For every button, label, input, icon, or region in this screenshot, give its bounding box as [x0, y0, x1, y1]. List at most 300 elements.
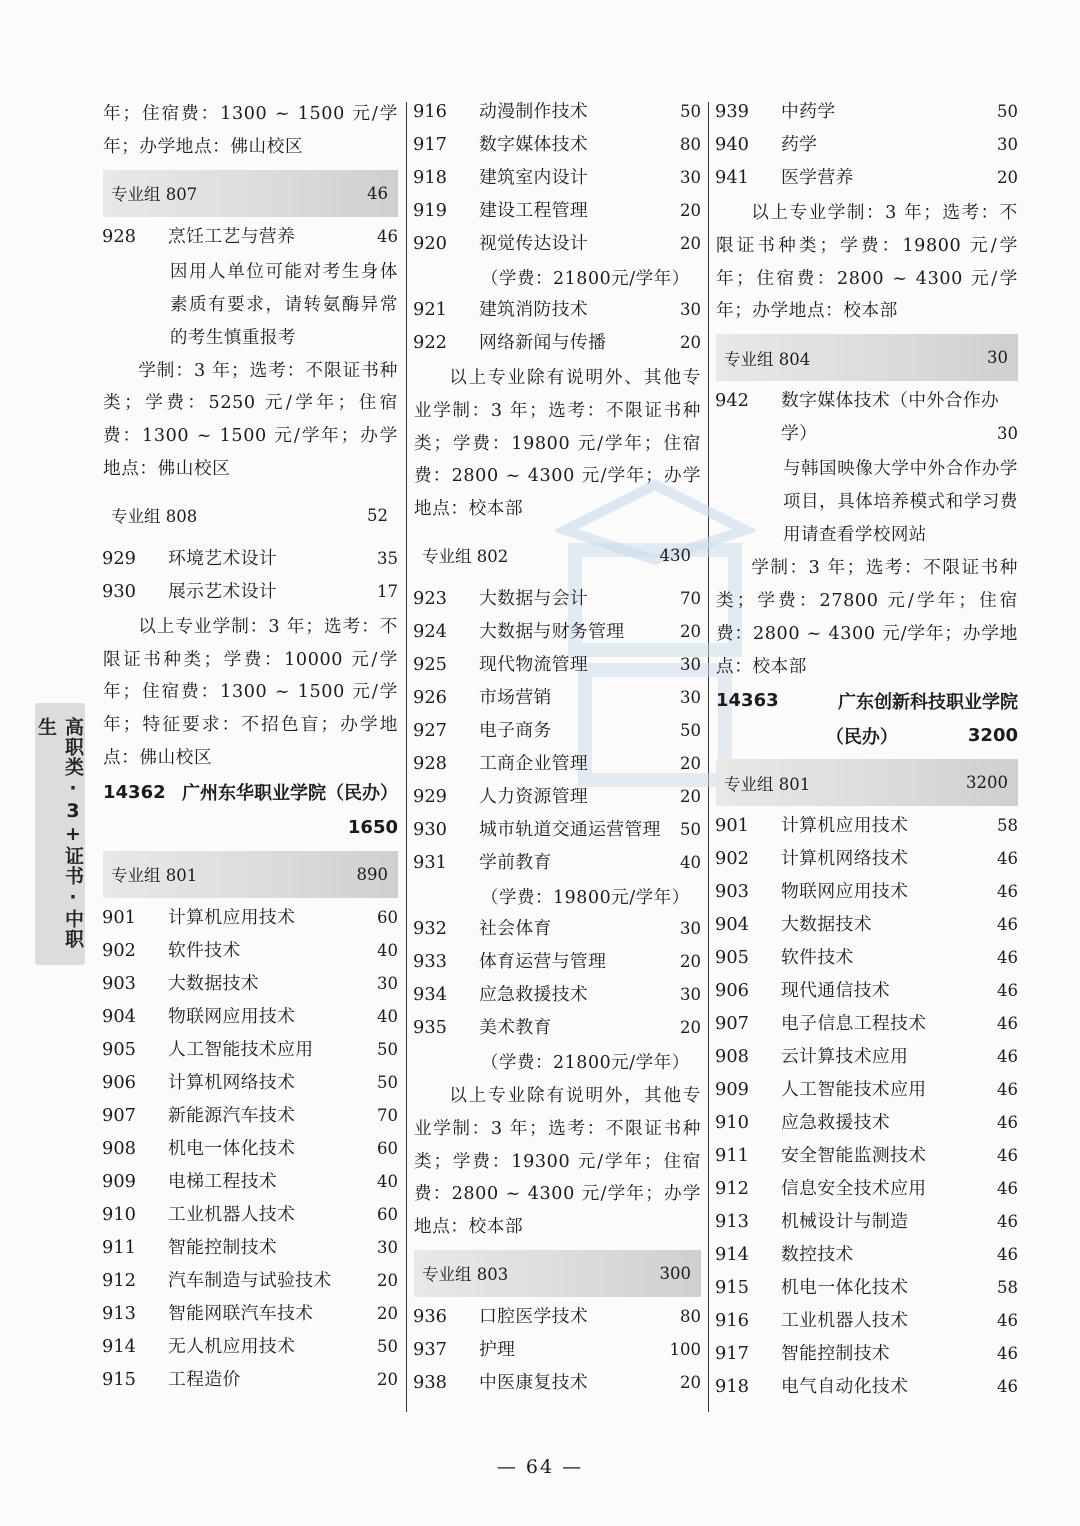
major-quota: 80	[680, 1306, 701, 1326]
major-row	[414, 1014, 701, 1047]
major-code: 909	[715, 1079, 749, 1101]
major-name: 医学营养	[781, 167, 854, 188]
major-name: 大数据技术	[781, 914, 872, 936]
major-quota: 60	[377, 1138, 398, 1158]
major-name: 软件技术	[781, 947, 854, 969]
major-name: 机电一体化技术	[168, 1137, 296, 1159]
major-name: 智能控制技术	[781, 1343, 891, 1365]
major-quota: 46	[997, 915, 1018, 935]
major-code: 927	[413, 719, 447, 741]
major-row	[414, 783, 701, 816]
major-quota: 30	[680, 918, 701, 938]
major-code: 901	[102, 906, 136, 928]
major-quota: 46	[997, 1113, 1018, 1133]
major-code: 905	[715, 947, 749, 969]
major-name: 物联网应用技术	[781, 881, 909, 903]
major-code: 936	[413, 1305, 447, 1327]
continued-text: 年；住宿费：1300 ~ 1500 元/学年；办学地点：佛山校区	[103, 104, 398, 157]
major-row	[103, 1003, 398, 1036]
column-divider	[708, 102, 709, 1412]
major-quota: 30	[377, 973, 398, 993]
major-quota: 46	[997, 1212, 1018, 1232]
major-quota: 46	[997, 1146, 1018, 1166]
major-name: 机械设计与制造	[781, 1211, 909, 1233]
major-name: 电梯工程技术	[168, 1170, 278, 1192]
major-quota: 60	[377, 907, 398, 927]
group-info-paragraph: 以上专业学制：3 年；选考：不限证书种类；学费：10000 元/学年；住宿费：1300 ~ 1500 元/学年；特征要求：不招色盲；办学地点：佛山校区	[103, 616, 398, 768]
school-total: 1650	[347, 816, 398, 838]
major-quota: 50	[377, 1072, 398, 1092]
major-quota: 46	[997, 1245, 1018, 1265]
major-quota: 30	[680, 984, 701, 1004]
major-code: 906	[715, 980, 749, 1002]
major-name: 大数据与财务管理	[479, 620, 625, 642]
major-row	[716, 387, 1018, 420]
major-quota: 50	[680, 720, 701, 740]
major-code: 910	[102, 1203, 136, 1225]
group-quota: 300	[659, 1263, 691, 1283]
major-name: 电子信息工程技术	[781, 1013, 927, 1035]
major-name: 学前教育	[479, 851, 552, 873]
school-name-suffix: （民办）	[825, 726, 898, 748]
major-quota: 20	[680, 201, 701, 220]
major-row	[716, 812, 1018, 845]
major-name: 工程造价	[168, 1368, 241, 1390]
major-code: 930	[413, 818, 447, 840]
side-section-label: 高职类·3+证书·中职生	[35, 717, 84, 949]
major-name: 大数据与会计	[479, 587, 589, 609]
group-label: 专业组 803	[422, 1265, 509, 1285]
major-row	[716, 164, 1018, 197]
major-row	[103, 1102, 398, 1135]
major-row	[103, 1333, 398, 1366]
major-note: 与韩国映像大学中外合作办学项目，具体培养模式和学习费用请查看学校网站	[783, 459, 1018, 546]
major-code: 922	[413, 332, 447, 353]
major-quota: 40	[377, 1171, 398, 1191]
major-code: 914	[102, 1335, 136, 1357]
group-label: 专业组 807	[111, 185, 198, 205]
major-quota: 50	[680, 819, 701, 839]
major-row	[103, 1201, 398, 1234]
major-row	[103, 970, 398, 1003]
major-quota: 46	[997, 1080, 1018, 1100]
school-code: 14362	[103, 781, 166, 803]
major-code: 932	[413, 917, 447, 939]
major-code: 918	[715, 1376, 749, 1398]
major-quota: 30	[997, 135, 1018, 154]
major-quota: 46	[997, 1179, 1018, 1199]
group-quota: 3200	[966, 773, 1008, 793]
group-label: 专业组 801	[724, 774, 811, 794]
major-row	[716, 878, 1018, 911]
major-name: 视觉传达设计	[479, 233, 589, 254]
major-row	[414, 750, 701, 783]
major-name: 大数据技术	[168, 972, 259, 994]
major-code: 919	[413, 200, 447, 221]
major-name: 无人机应用技术	[168, 1335, 296, 1357]
major-quota: 35	[377, 548, 398, 568]
major-row	[414, 98, 701, 131]
major-name: 环境艺术设计	[168, 547, 278, 569]
major-name: 计算机网络技术	[168, 1071, 296, 1093]
major-code: 934	[413, 983, 447, 1005]
major-code: 923	[413, 587, 447, 609]
major-code: 909	[102, 1170, 136, 1192]
major-row	[103, 937, 398, 970]
major-code: 904	[715, 914, 749, 936]
major-name: 汽车制造与试验技术	[168, 1269, 332, 1291]
page-number: — 64 —	[496, 1456, 584, 1478]
school-heading	[716, 683, 1018, 753]
major-quota: 50	[377, 1039, 398, 1059]
major-quota: 100	[669, 1339, 701, 1359]
column-1	[103, 98, 398, 1399]
major-row-continued	[716, 420, 1018, 453]
major-name: 体育运营与管理	[479, 950, 607, 972]
major-code: 941	[715, 167, 749, 188]
major-name: 网络新闻与传播	[479, 332, 607, 353]
major-code: 939	[715, 101, 749, 122]
major-row	[716, 1175, 1018, 1208]
major-code: 942	[715, 390, 749, 412]
major-quota: 20	[680, 1017, 701, 1037]
major-row	[103, 1300, 398, 1333]
major-code: 926	[413, 686, 447, 708]
major-row	[414, 164, 701, 197]
major-name: 软件技术	[168, 939, 241, 961]
major-row	[716, 1274, 1018, 1307]
major-name: 人力资源管理	[479, 785, 589, 807]
major-quota: 20	[680, 753, 701, 773]
major-row	[716, 1043, 1018, 1076]
major-name: 烹饪工艺与营养	[168, 225, 296, 247]
major-name: 建筑室内设计	[479, 167, 589, 188]
major-code: 912	[715, 1178, 749, 1200]
major-name: 应急救援技术	[479, 983, 589, 1005]
major-row	[103, 545, 398, 578]
major-code: 908	[102, 1137, 136, 1159]
major-name: 计算机应用技术	[781, 815, 909, 837]
major-code: 935	[413, 1016, 447, 1038]
major-name: 展示艺术设计	[168, 580, 278, 602]
group-quota: 430	[659, 545, 691, 565]
major-row	[414, 618, 701, 651]
major-quota: 46	[997, 1014, 1018, 1034]
major-quota: 30	[680, 654, 701, 674]
major-code: 905	[102, 1038, 136, 1060]
major-quota: 30	[377, 1237, 398, 1257]
major-name: 机电一体化技术	[781, 1277, 909, 1299]
group-header-801	[716, 759, 1018, 806]
major-name: 口腔医学技术	[479, 1305, 589, 1327]
major-code: 907	[102, 1104, 136, 1126]
major-name: 智能网联汽车技术	[168, 1302, 314, 1324]
major-quota: 50	[680, 102, 701, 121]
major-row	[716, 845, 1018, 878]
major-code: 916	[413, 101, 447, 122]
major-code: 904	[102, 1005, 136, 1027]
column-divider	[406, 102, 407, 1412]
major-row	[414, 849, 701, 882]
major-code: 913	[102, 1302, 136, 1324]
major-name: 物联网应用技术	[168, 1005, 296, 1027]
major-code: 929	[413, 785, 447, 807]
major-row	[716, 1109, 1018, 1142]
major-quota: 20	[377, 1270, 398, 1290]
major-name: 数控技术	[781, 1244, 854, 1266]
school-heading	[103, 775, 398, 845]
major-quota: 30	[997, 424, 1018, 444]
major-name: 计算机应用技术	[168, 906, 296, 928]
major-code: 916	[715, 1310, 749, 1332]
major-name: 智能控制技术	[168, 1236, 278, 1258]
major-code: 903	[102, 972, 136, 994]
column-3	[716, 98, 1018, 1406]
major-row	[103, 904, 398, 937]
major-name: 电气自动化技术	[781, 1376, 909, 1398]
major-quota: 40	[680, 852, 701, 872]
major-quota: 46	[997, 1047, 1018, 1067]
major-name: 市场营销	[479, 686, 552, 708]
major-row	[414, 684, 701, 717]
major-row	[414, 981, 701, 1014]
major-code: 911	[715, 1145, 749, 1167]
major-quota: 70	[377, 1105, 398, 1125]
major-name: 电子商务	[479, 719, 552, 741]
group-header-801	[103, 851, 398, 898]
major-code: 906	[102, 1071, 136, 1093]
major-quota: 30	[680, 168, 701, 187]
major-quota: 50	[377, 1336, 398, 1356]
major-code: 933	[413, 950, 447, 972]
major-name: 中药学	[781, 101, 836, 122]
group-label: 专业组 802	[422, 547, 509, 567]
major-row	[716, 1241, 1018, 1274]
major-quota: 20	[997, 168, 1018, 187]
major-quota: 46	[997, 981, 1018, 1001]
major-code: 902	[102, 939, 136, 961]
major-code: 911	[102, 1236, 136, 1258]
major-quota: 20	[680, 333, 701, 352]
major-quota: 60	[377, 1204, 398, 1224]
side-section-tab	[35, 703, 85, 965]
major-quota: 17	[377, 581, 398, 601]
major-name: 现代物流管理	[479, 653, 589, 675]
major-code: 928	[102, 225, 136, 247]
major-code: 920	[413, 233, 447, 254]
column-2	[414, 98, 701, 1402]
major-code: 940	[715, 134, 749, 155]
major-note: （学费：21800元/学年）	[481, 269, 690, 289]
major-code: 914	[715, 1244, 749, 1266]
group-info-paragraph: 以上专业学制：3 年；选考：不限证书种类；学费：19800 元/学年；住宿费：2800 ~ 4300 元/学年；办学地点：校本部	[716, 203, 1018, 322]
major-quota: 46	[997, 1377, 1018, 1397]
major-row	[414, 1369, 701, 1402]
major-name: 信息安全技术应用	[781, 1178, 927, 1200]
group-label: 专业组 804	[724, 349, 811, 369]
major-name: 建设工程管理	[479, 200, 589, 221]
school-code: 14363	[716, 690, 779, 712]
major-name: 现代通信技术	[781, 980, 891, 1002]
major-name: 数字媒体技术	[479, 134, 589, 155]
major-quota: 80	[680, 135, 701, 154]
group-quota: 890	[356, 864, 388, 884]
major-row	[414, 717, 701, 750]
group-quota: 46	[367, 183, 388, 203]
school-total: 3200	[967, 725, 1018, 747]
group-quota: 52	[367, 505, 388, 525]
major-row	[716, 944, 1018, 977]
major-name: 人工智能技术应用	[781, 1079, 927, 1101]
major-name: 动漫制作技术	[479, 101, 589, 122]
major-row	[414, 230, 701, 263]
major-code: 913	[715, 1211, 749, 1233]
major-name: 人工智能技术应用	[168, 1038, 314, 1060]
major-row	[716, 1340, 1018, 1373]
group-label: 专业组 801	[111, 866, 198, 886]
major-name: 建筑消防技术	[479, 299, 589, 320]
group-header-807	[103, 170, 398, 217]
major-code: 938	[413, 1371, 447, 1393]
school-name: 广东创新科技职业学院	[838, 691, 1018, 713]
major-row	[414, 651, 701, 684]
major-quota: 30	[680, 300, 701, 319]
major-name: 护理	[479, 1338, 516, 1360]
major-code: 903	[715, 881, 749, 903]
major-code: 912	[102, 1269, 136, 1291]
major-row	[414, 1303, 701, 1336]
major-code: 928	[413, 752, 447, 774]
major-row	[103, 1234, 398, 1267]
major-row	[103, 1135, 398, 1168]
major-row	[716, 911, 1018, 944]
group-info-paragraph: 学制：3 年；选考：不限证书种类；学费：5250 元/学年；住宿费：1300 ~ 1500 元/学年；办学地点：佛山校区	[103, 360, 398, 479]
group-quota: 30	[987, 348, 1008, 368]
major-row	[414, 197, 701, 230]
major-code: 915	[715, 1277, 749, 1299]
major-row	[103, 578, 398, 611]
major-name: 安全智能监测技术	[781, 1145, 927, 1167]
major-row	[716, 977, 1018, 1010]
major-code: 902	[715, 848, 749, 870]
major-quota: 58	[997, 816, 1018, 836]
major-quota: 58	[997, 1278, 1018, 1298]
major-row	[716, 1010, 1018, 1043]
major-note: （学费：21800元/学年）	[481, 1052, 690, 1073]
major-code: 915	[102, 1368, 136, 1390]
major-row	[414, 816, 701, 849]
school-name: 广州东华职业学院（民办）	[182, 783, 398, 805]
major-row	[414, 585, 701, 618]
major-quota: 46	[997, 1311, 1018, 1331]
major-quota: 20	[680, 951, 701, 971]
major-quota: 40	[377, 940, 398, 960]
major-quota: 20	[680, 621, 701, 641]
major-code: 901	[715, 815, 749, 837]
group-header-802	[414, 532, 701, 579]
major-quota: 20	[377, 1369, 398, 1389]
major-code: 917	[715, 1343, 749, 1365]
major-row	[716, 1208, 1018, 1241]
group-header-808	[103, 492, 398, 539]
major-name: 应急救援技术	[781, 1112, 891, 1134]
major-name: 工业机器人技术	[781, 1310, 909, 1332]
major-quota: 30	[680, 687, 701, 707]
major-name: 计算机网络技术	[781, 848, 909, 870]
major-row	[716, 1076, 1018, 1109]
major-name: 工业机器人技术	[168, 1203, 296, 1225]
major-code: 929	[102, 547, 136, 569]
major-row	[103, 1069, 398, 1102]
major-row	[103, 223, 398, 256]
major-name: 药学	[781, 134, 818, 155]
major-row	[103, 1267, 398, 1300]
major-row	[103, 1168, 398, 1201]
major-name: 美术教育	[479, 1016, 552, 1038]
major-row	[103, 1366, 398, 1399]
major-quota: 46	[997, 948, 1018, 968]
major-quota: 20	[680, 234, 701, 253]
major-row	[414, 329, 701, 362]
major-code: 907	[715, 1013, 749, 1035]
major-row	[716, 1373, 1018, 1406]
major-quota: 46	[997, 849, 1018, 869]
major-row	[716, 98, 1018, 131]
major-code: 930	[102, 580, 136, 602]
major-code: 910	[715, 1112, 749, 1134]
major-name-continued: 学）	[781, 423, 818, 445]
major-row	[414, 948, 701, 981]
major-row	[716, 1142, 1018, 1175]
major-code: 921	[413, 299, 447, 320]
major-name: 城市轨道交通运营管理	[479, 818, 661, 840]
major-code: 924	[413, 620, 447, 642]
major-note: （学费：19800元/学年）	[481, 887, 690, 908]
major-code: 908	[715, 1046, 749, 1068]
group-info-paragraph: 以上专业除有说明外、其他专业学制：3 年；选考：不限证书种类；学费：19800 元/学年；住宿费：2800 ~ 4300 元/学年；办学地点：校本部	[414, 368, 701, 520]
major-quota: 46	[997, 1344, 1018, 1364]
group-info-paragraph: 学制：3 年；选考：不限证书种类；学费：27800 元/学年；住宿费：2800 ~ 4300 元/学年；办学地点：校本部	[716, 558, 1018, 677]
major-code: 917	[413, 134, 447, 155]
group-header-803	[414, 1250, 701, 1297]
major-quota: 20	[680, 1372, 701, 1392]
major-row	[414, 131, 701, 164]
major-quota: 20	[680, 786, 701, 806]
major-quota: 40	[377, 1006, 398, 1026]
major-name: 云计算技术应用	[781, 1046, 909, 1068]
major-quota: 46	[377, 226, 398, 246]
major-code: 925	[413, 653, 447, 675]
major-name: 新能源汽车技术	[168, 1104, 296, 1126]
major-code: 918	[413, 167, 447, 188]
group-info-paragraph: 以上专业除有说明外，其他专业学制：3 年；选考：不限证书种类；学费：19300 元/学年；住宿费：2800 ~ 4300 元/学年；办学地点：校本部	[414, 1085, 701, 1238]
major-row	[414, 915, 701, 948]
major-row	[103, 1036, 398, 1069]
major-row	[716, 1307, 1018, 1340]
major-row	[716, 131, 1018, 164]
major-note: 因用人单位可能对考生身体素质有要求，请转氨酶异常的考生慎重报考	[170, 261, 398, 348]
group-header-804	[716, 334, 1018, 381]
major-row	[414, 296, 701, 329]
major-code: 937	[413, 1338, 447, 1360]
major-quota: 50	[997, 102, 1018, 121]
major-name: 中医康复技术	[479, 1371, 589, 1393]
major-name: 工商企业管理	[479, 752, 589, 774]
major-quota: 70	[680, 588, 701, 608]
major-code: 931	[413, 851, 447, 873]
major-name: 数字媒体技术（中外合作办	[781, 390, 1000, 412]
major-quota: 20	[377, 1303, 398, 1323]
